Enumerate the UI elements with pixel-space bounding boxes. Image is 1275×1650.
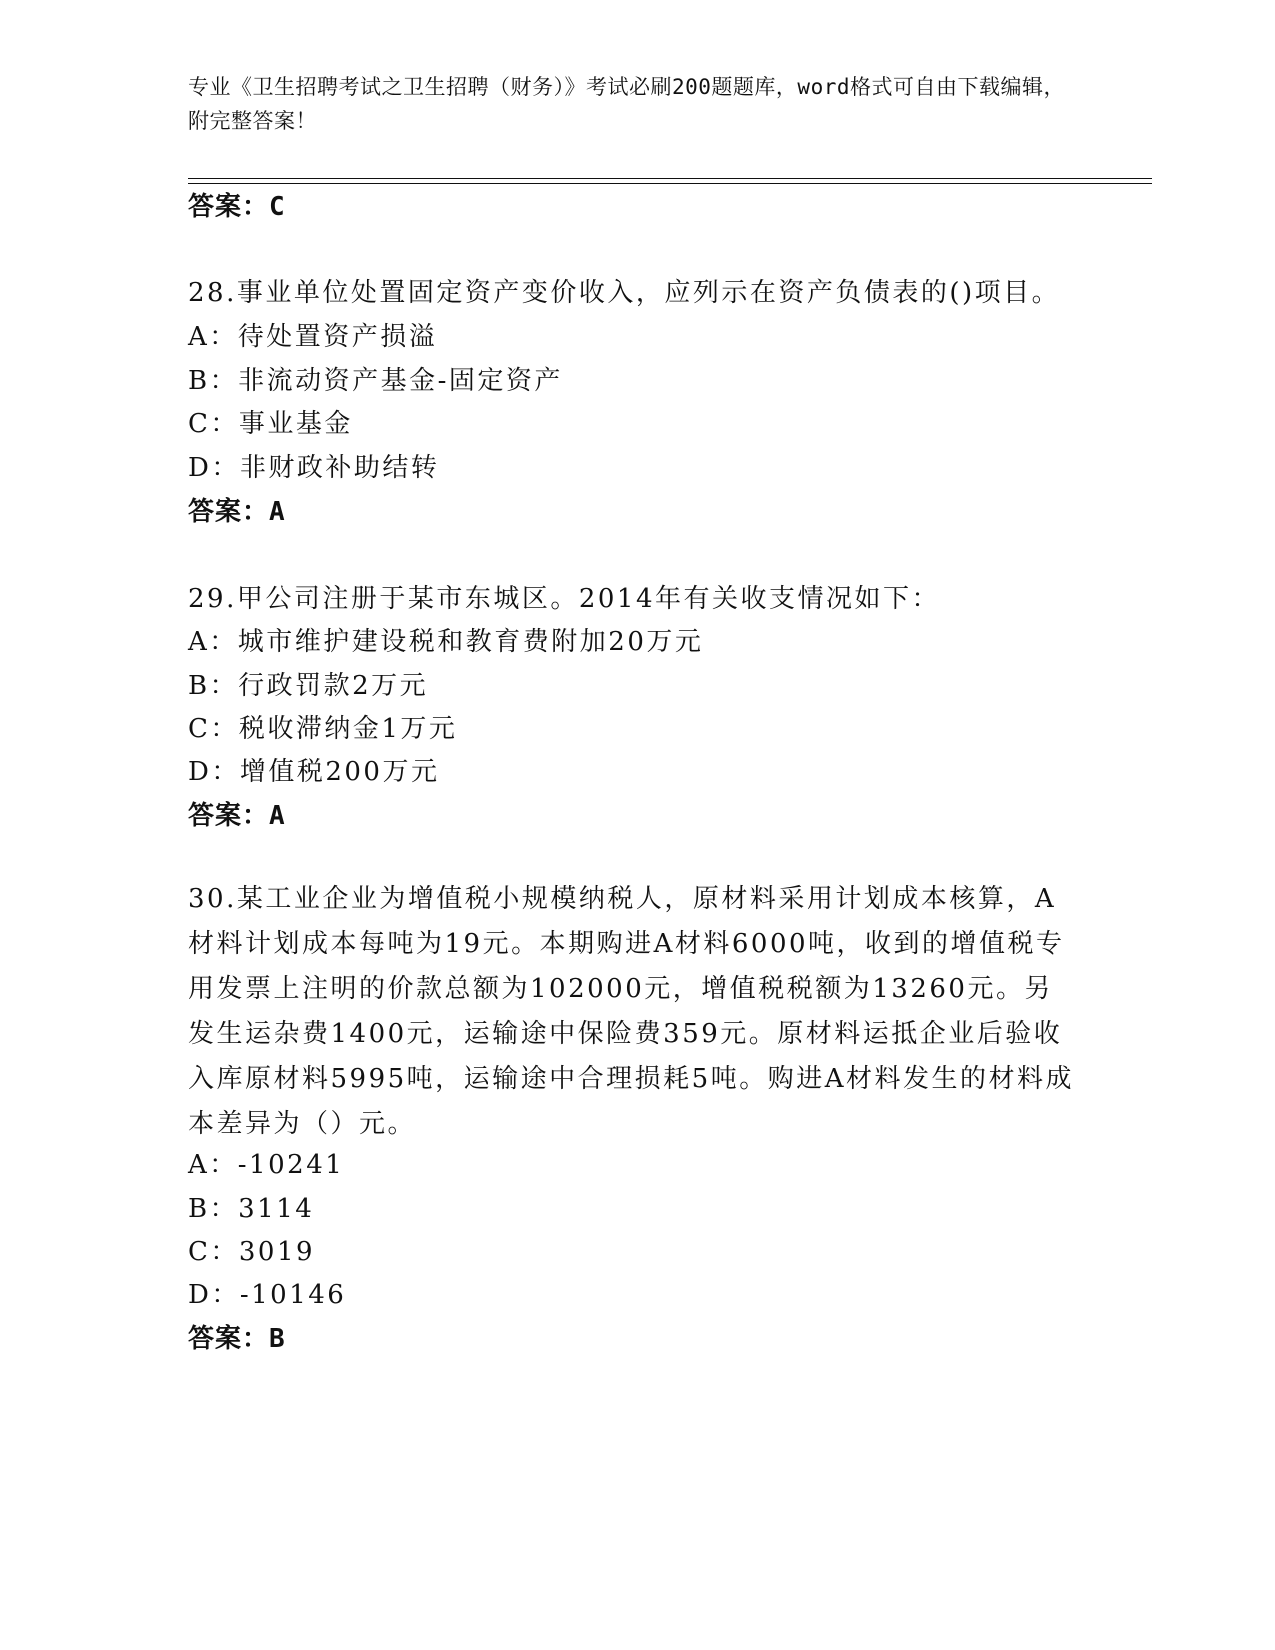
option-d: D：-10146 [188,1280,347,1310]
question-stem: 29.甲公司注册于某市东城区。2014年有关收支情况如下： [188,584,941,614]
answer-label: 答案：A [188,497,286,527]
question-stem: 28.事业单位处置固定资产变价收入，应列示在资产负债表的()项目。 [188,278,1061,308]
option-b: B：非流动资产基金-固定资产 [188,366,563,396]
option-b: B：3114 [188,1194,315,1224]
option-d: D：增值税200万元 [188,757,440,787]
option-d: D：非财政补助结转 [188,453,440,483]
answer-label: 答案：B [188,1324,286,1354]
option-c: C：税收滞纳金1万元 [188,714,458,744]
document-header: 专业《卫生招聘考试之卫生招聘（财务）》考试必刷200题题库，word格式可自由下载编辑，附完整答案！ [188,75,1065,133]
option-b: B：行政罚款2万元 [188,671,429,701]
header-divider-top [188,178,1152,179]
answer-label: 答案：A [188,801,286,831]
option-c: C：3019 [188,1237,316,1267]
question-stem: 30.某工业企业为增值税小规模纳税人，原材料采用计划成本核算，A材料计划成本每吨为19元。本期购进A材料6000吨，收到的增值税专用发票上注明的价款总额为102000元，增值税税额为13260元。另发生运杂费1400元，运输途中保险费359元。原材料运抵企业后验收入库原材料5995吨，运输途中合理损耗5吨。购进A材料发生的材料成本差异为（）元。 [188,884,1074,1139]
previous-answer: 答案：C [188,192,286,222]
header-divider-bottom [188,183,1152,184]
option-c: C：事业基金 [188,409,353,439]
option-a: A：待处置资产损溢 [188,322,438,352]
option-a: A：-10241 [188,1150,345,1180]
option-a: A：城市维护建设税和教育费附加20万元 [188,627,704,657]
